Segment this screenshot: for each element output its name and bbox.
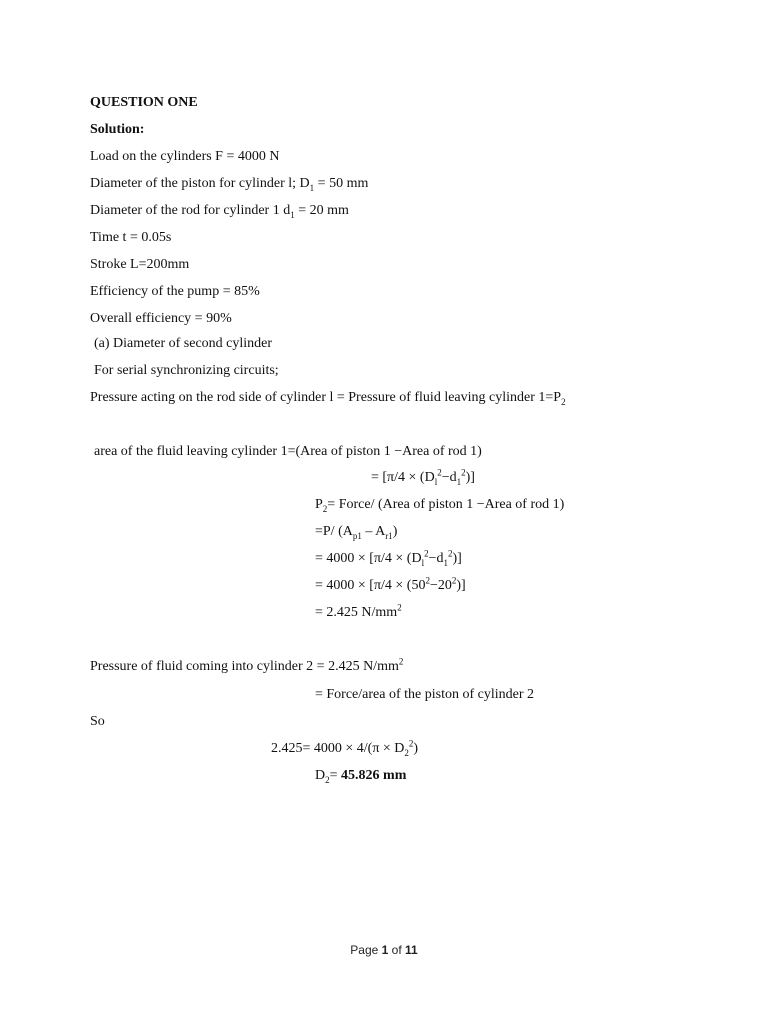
given-stroke: Stroke L=200mm [90, 257, 190, 272]
calc-result-1: = 2.425 $N/mm^2$ [315, 602, 402, 620]
calc-step-2: = $4000 \times [\pi/4 \times (50^2-20^2)]$ [315, 575, 466, 593]
area-formula: = $[\pi/4 \times (D_l^2-d_1^2)]$ [371, 467, 475, 487]
page-number: 1 [381, 943, 389, 957]
given-overall-efficiency: Overall efficiency = 90% [90, 311, 232, 326]
solution-label: Solution: [90, 122, 145, 137]
incoming-pressure-line: Pressure of fluid coming into cylinder 2 = 2.425 $N/mm^2$ [90, 656, 404, 674]
d2-result: $D_2= 45.826$ mm [315, 768, 407, 785]
area-leaving-line: area of the fluid leaving cylinder 1=(Area of piston 1 −Area of rod 1) [94, 444, 482, 459]
d2-value: 45.826 mm [341, 768, 407, 783]
pressure-rod-side-line: Pressure acting on the rod side of cylinder l = Pressure of fluid leaving cylinder $1=P_2$ [90, 390, 566, 407]
given-rod-diameter: Diameter of the rod for cylinder 1 $d_1 = 20$ mm [90, 203, 349, 220]
question-heading: QUESTION ONE [90, 95, 198, 110]
page-footer: Page 1 of 11 [350, 943, 418, 957]
part-a-title: (a) Diameter of second cylinder [94, 336, 273, 351]
so-label: So [90, 714, 105, 729]
given-load: Load on the cylinders F = 4000 N [90, 149, 280, 164]
p2-definition: $P_2=$ Force/ (Area of piston 1 −Area of rod 1) [315, 497, 565, 514]
circuit-note: For serial synchronizing circuits; [94, 363, 279, 378]
final-equation: $2.425= 4000 \times 4/(\pi \times D_2^2)$ [271, 738, 419, 758]
calc-step-1: = $4000 \times [\pi/4 \times (D_l^2-d_1^2)]$ [315, 548, 462, 568]
p-over-area: =P/ $(A_{p1} - A_{r1})$ [315, 524, 398, 541]
force-area-line: = Force/area of the piston of cylinder 2 [315, 687, 534, 702]
given-pump-efficiency: Efficiency of the pump = 85% [90, 284, 260, 299]
given-piston-diameter: Diameter of the piston for cylinder l; $D_1 = 50$ mm [90, 176, 369, 193]
given-time: Time t = 0.05s [90, 230, 172, 245]
page-total: 11 [405, 943, 418, 957]
